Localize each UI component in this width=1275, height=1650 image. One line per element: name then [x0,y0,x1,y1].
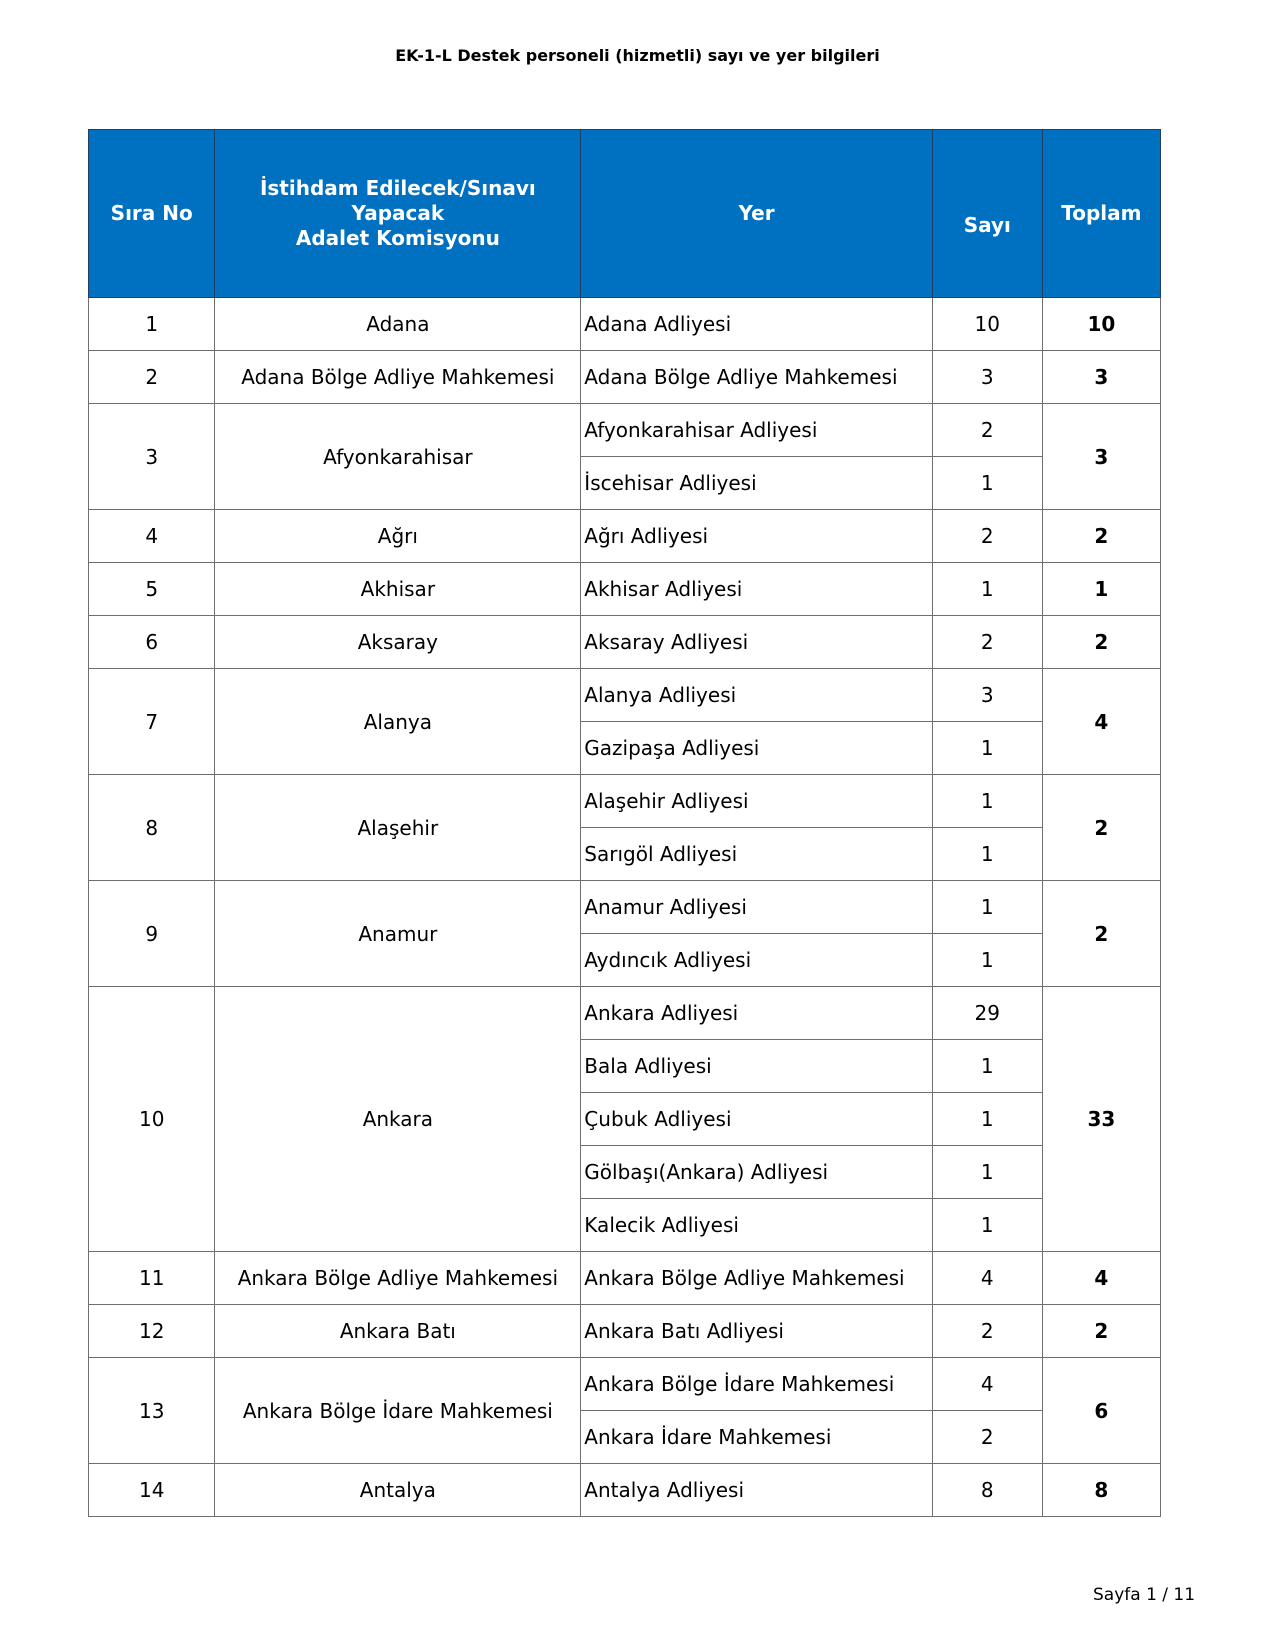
sira-no-cell: 11 [89,1252,215,1305]
sayi-cell: 2 [932,616,1042,669]
komisyon-cell: Ağrı [215,510,581,563]
toplam-cell: 2 [1042,510,1160,563]
toplam-cell: 2 [1042,616,1160,669]
personnel-table [88,129,1161,1517]
komisyon-cell: Adana [215,298,581,351]
toplam-cell: 2 [1042,881,1160,987]
sira-no-cell: 9 [89,881,215,987]
table-row [89,1305,1161,1358]
table-row [89,1464,1161,1517]
sira-no-cell: 4 [89,510,215,563]
toplam-cell: 3 [1042,351,1160,404]
sira-no-cell: 13 [89,1358,215,1464]
sayi-cell: 2 [932,510,1042,563]
sayi-cell: 1 [932,563,1042,616]
sira-no-cell: 10 [89,987,215,1252]
sira-no-cell: 6 [89,616,215,669]
sayi-cell: 1 [932,934,1042,987]
header-row [89,130,1161,298]
komisyon-cell: Anamur [215,881,581,987]
sayi-cell: 2 [932,1411,1042,1464]
yer-cell: Ankara Bölge İdare Mahkemesi [581,1358,933,1411]
header-toplam: Toplam [1042,130,1160,298]
komisyon-cell: Adana Bölge Adliye Mahkemesi [215,351,581,404]
yer-cell: Adana Adliyesi [581,298,933,351]
toplam-cell: 3 [1042,404,1160,510]
yer-cell: Aksaray Adliyesi [581,616,933,669]
table-row [89,298,1161,351]
yer-cell: Antalya Adliyesi [581,1464,933,1517]
yer-cell: Adana Bölge Adliye Mahkemesi [581,351,933,404]
sira-no-cell: 1 [89,298,215,351]
table-body [89,298,1161,1517]
yer-cell: Gazipaşa Adliyesi [581,722,933,775]
sira-no-cell: 3 [89,404,215,510]
sayi-cell: 1 [932,881,1042,934]
table-row [89,881,1161,934]
sira-no-cell: 7 [89,669,215,775]
sayi-cell: 3 [932,351,1042,404]
yer-cell: Sarıgöl Adliyesi [581,828,933,881]
table-row [89,404,1161,457]
sayi-cell: 4 [932,1358,1042,1411]
table-row [89,987,1161,1040]
table-row [89,669,1161,722]
toplam-cell: 4 [1042,1252,1160,1305]
sayi-cell: 10 [932,298,1042,351]
yer-cell: Ağrı Adliyesi [581,510,933,563]
komisyon-cell: Aksaray [215,616,581,669]
sira-no-cell: 14 [89,1464,215,1517]
table-row [89,775,1161,828]
toplam-cell: 10 [1042,298,1160,351]
sayi-cell: 4 [932,1252,1042,1305]
sayi-cell: 1 [932,1093,1042,1146]
sayi-cell: 1 [932,1199,1042,1252]
header-komisyon-line-1: İstihdam Edilecek/Sınavı [259,176,536,200]
table-row [89,351,1161,404]
yer-cell: Ankara Batı Adliyesi [581,1305,933,1358]
yer-cell: Aydıncık Adliyesi [581,934,933,987]
yer-cell: Çubuk Adliyesi [581,1093,933,1146]
header-komisyon [215,130,581,298]
komisyon-cell: Ankara [215,987,581,1252]
yer-cell: Ankara İdare Mahkemesi [581,1411,933,1464]
yer-cell: Anamur Adliyesi [581,881,933,934]
sayi-cell: 29 [932,987,1042,1040]
table-row [89,1358,1161,1411]
sira-no-cell: 5 [89,563,215,616]
header-komisyon-line-2: Yapacak [351,201,445,225]
toplam-cell: 8 [1042,1464,1160,1517]
toplam-cell: 4 [1042,669,1160,775]
table-header [89,130,1161,298]
sayi-cell: 1 [932,722,1042,775]
sayi-cell: 2 [932,404,1042,457]
komisyon-cell: Ankara Bölge Adliye Mahkemesi [215,1252,581,1305]
komisyon-cell: Alanya [215,669,581,775]
yer-cell: Ankara Adliyesi [581,987,933,1040]
komisyon-cell: Ankara Bölge İdare Mahkemesi [215,1358,581,1464]
yer-cell: Bala Adliyesi [581,1040,933,1093]
sayi-cell: 1 [932,1040,1042,1093]
yer-cell: Ankara Bölge Adliye Mahkemesi [581,1252,933,1305]
page-number: Sayfa 1 / 11 [1093,1585,1196,1605]
komisyon-cell: Akhisar [215,563,581,616]
toplam-cell: 6 [1042,1358,1160,1464]
header-sayi: Sayı [932,130,1042,298]
yer-cell: Gölbaşı(Ankara) Adliyesi [581,1146,933,1199]
sayi-cell: 8 [932,1464,1042,1517]
komisyon-cell: Ankara Batı [215,1305,581,1358]
komisyon-cell: Afyonkarahisar [215,404,581,510]
table-row [89,616,1161,669]
yer-cell: Akhisar Adliyesi [581,563,933,616]
komisyon-cell: Alaşehir [215,775,581,881]
yer-cell: İscehisar Adliyesi [581,457,933,510]
sayi-cell: 1 [932,775,1042,828]
sayi-cell: 2 [932,1305,1042,1358]
sira-no-cell: 12 [89,1305,215,1358]
sayi-cell: 1 [932,828,1042,881]
komisyon-cell: Antalya [215,1464,581,1517]
yer-cell: Kalecik Adliyesi [581,1199,933,1252]
yer-cell: Alaşehir Adliyesi [581,775,933,828]
toplam-cell: 2 [1042,775,1160,881]
sayi-cell: 1 [932,1146,1042,1199]
page-title: EK-1-L Destek personeli (hizmetli) sayı ve yer bilgileri [395,46,880,65]
header-yer: Yer [581,130,933,298]
sayi-cell: 1 [932,457,1042,510]
yer-cell: Afyonkarahisar Adliyesi [581,404,933,457]
yer-cell: Alanya Adliyesi [581,669,933,722]
toplam-cell: 33 [1042,987,1160,1252]
sira-no-cell: 8 [89,775,215,881]
table-row [89,563,1161,616]
header-sira-no: Sıra No [89,130,215,298]
sira-no-cell: 2 [89,351,215,404]
toplam-cell: 1 [1042,563,1160,616]
header-komisyon-line-3: Adalet Komisyonu [295,226,500,250]
table-row [89,1252,1161,1305]
table-row [89,510,1161,563]
toplam-cell: 2 [1042,1305,1160,1358]
sayi-cell: 3 [932,669,1042,722]
